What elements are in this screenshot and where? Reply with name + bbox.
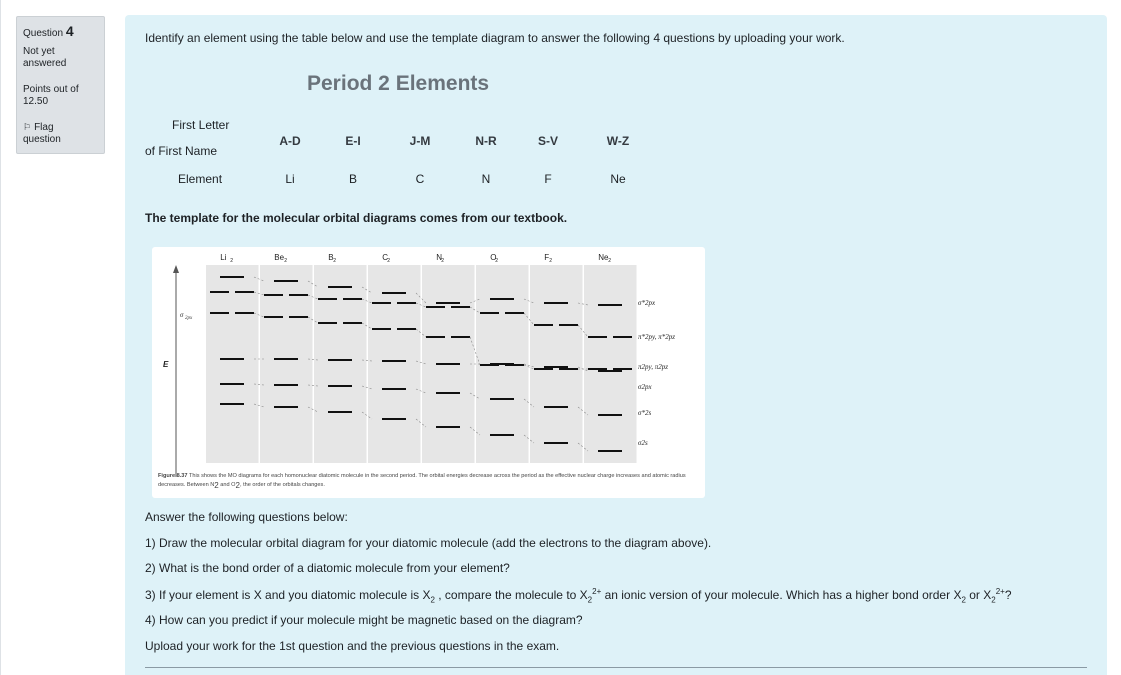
question-state: Not yet answered (23, 46, 67, 69)
orbital-label-3: σ2px (638, 383, 652, 391)
question-2: 2) What is the bond order of a diatomic molecule from your element? (145, 561, 510, 575)
molecule-label-6: F (544, 253, 550, 262)
molecule-column-3 (368, 265, 421, 463)
molecule-label-1: Be (274, 253, 285, 262)
orbital-label-2: π2py, π2pz (638, 363, 668, 371)
question-content (125, 15, 1107, 675)
molecule-label-sub-0: 2 (230, 258, 234, 264)
orbital-label-1: π*2py, π*2pz (638, 333, 675, 341)
figure-caption: Figure 8.37 This shows the MO diagrams for each homonuclear diatomic molecule in the second period. The orbital energies decrease across the period as the effective nuclear charge increases and atomic radius decreases. Between $N_2$ and $O_2$, the order of the orbitals changes. (158, 473, 686, 491)
molecule-label-sub-1: 2 (284, 258, 288, 264)
question-info-panel (16, 16, 105, 154)
question-3: 3) If your element is X and you diatomic molecule is $X_2$ , compare the molecule to $X_2^{2+}$ an ionic version of your molecule. Which has a higher bond order $X_2$ or $X_2^{2+}$? (145, 587, 1012, 605)
orbital-label-4: σ*2s (638, 409, 652, 417)
table-element-1: B (348, 172, 357, 186)
question-number: 4 (65, 23, 74, 39)
question-4: 4) How can you predict if your molecule might be magnetic based on the diagram? (145, 613, 583, 627)
table-element-3: N (481, 172, 491, 186)
orbital-label-5: σ2s (638, 439, 648, 447)
flag-question-link[interactable]: ⚐ Flag question (23, 122, 61, 145)
energy-axis-label: E (163, 360, 169, 369)
molecule-label-0: Li (220, 253, 227, 262)
molecule-column-2 (314, 265, 367, 463)
question-1: 1) Draw the molecular orbital diagram for your diatomic molecule (add the electrons to the diagram above). (145, 536, 712, 550)
molecule-column-6 (530, 265, 583, 463)
left-orbital-label: σ (180, 311, 184, 319)
molecule-label-2: B (328, 253, 334, 262)
intro-text: Identify an element using the table below and use the template diagram to answer the following 4 questions by uploading your work. (145, 31, 845, 45)
molecule-label-5: O (490, 253, 497, 262)
table-title: Period 2 Elements (307, 72, 490, 95)
molecule-column-0 (206, 265, 259, 463)
molecule-label-sub-2: 2 (333, 258, 337, 264)
table-header-5: W-Z (606, 134, 630, 148)
molecule-label-4: N (436, 253, 443, 262)
molecule-label-sub-4: 2 (441, 258, 445, 264)
table-header-3: N-R (475, 134, 497, 148)
upload-instruction: Upload your work for the 1st question and the previous questions in the exam. (145, 639, 560, 653)
table-element-2: C (415, 172, 425, 186)
row2-label: Element (178, 172, 223, 186)
template-text: The template for the molecular orbital diagrams comes from our textbook. (145, 211, 568, 225)
molecule-label-3: C (382, 253, 389, 262)
mo-diagram (152, 247, 705, 498)
flag-icon: ⚐ (23, 122, 32, 132)
molecule-column-7 (584, 265, 637, 463)
table-element-5: Ne (610, 172, 626, 186)
molecule-label-sub-5: 2 (495, 258, 499, 264)
molecule-label-sub-7: 2 (608, 258, 612, 264)
table-element-0: Li (285, 172, 295, 186)
orbital-label-0: σ*2px (638, 299, 656, 307)
left-orbital-label-sub: 2px (185, 316, 193, 321)
table-header-0: A-D (279, 134, 301, 148)
row1-label-line2: of First Name (145, 144, 218, 158)
molecule-label-sub-3: 2 (387, 258, 391, 264)
left-border (0, 0, 1, 675)
molecule-label-7: Ne (598, 253, 609, 262)
divider (145, 667, 1087, 668)
mo-diagram-figure (152, 247, 705, 498)
energy-axis-arrow (173, 265, 179, 273)
table-element-4: F (544, 172, 552, 186)
questions-heading: Answer the following questions below: (145, 510, 348, 524)
question-grade: Points out of 12.50 (23, 84, 79, 107)
table-header-1: E-I (345, 134, 361, 148)
table-header-4: S-V (537, 134, 558, 148)
question-number-label: Question 4 (23, 23, 74, 39)
table-header-2: J-M (409, 134, 431, 148)
row1-label-line1: First Letter (172, 118, 230, 132)
molecule-label-sub-6: 2 (549, 258, 553, 264)
